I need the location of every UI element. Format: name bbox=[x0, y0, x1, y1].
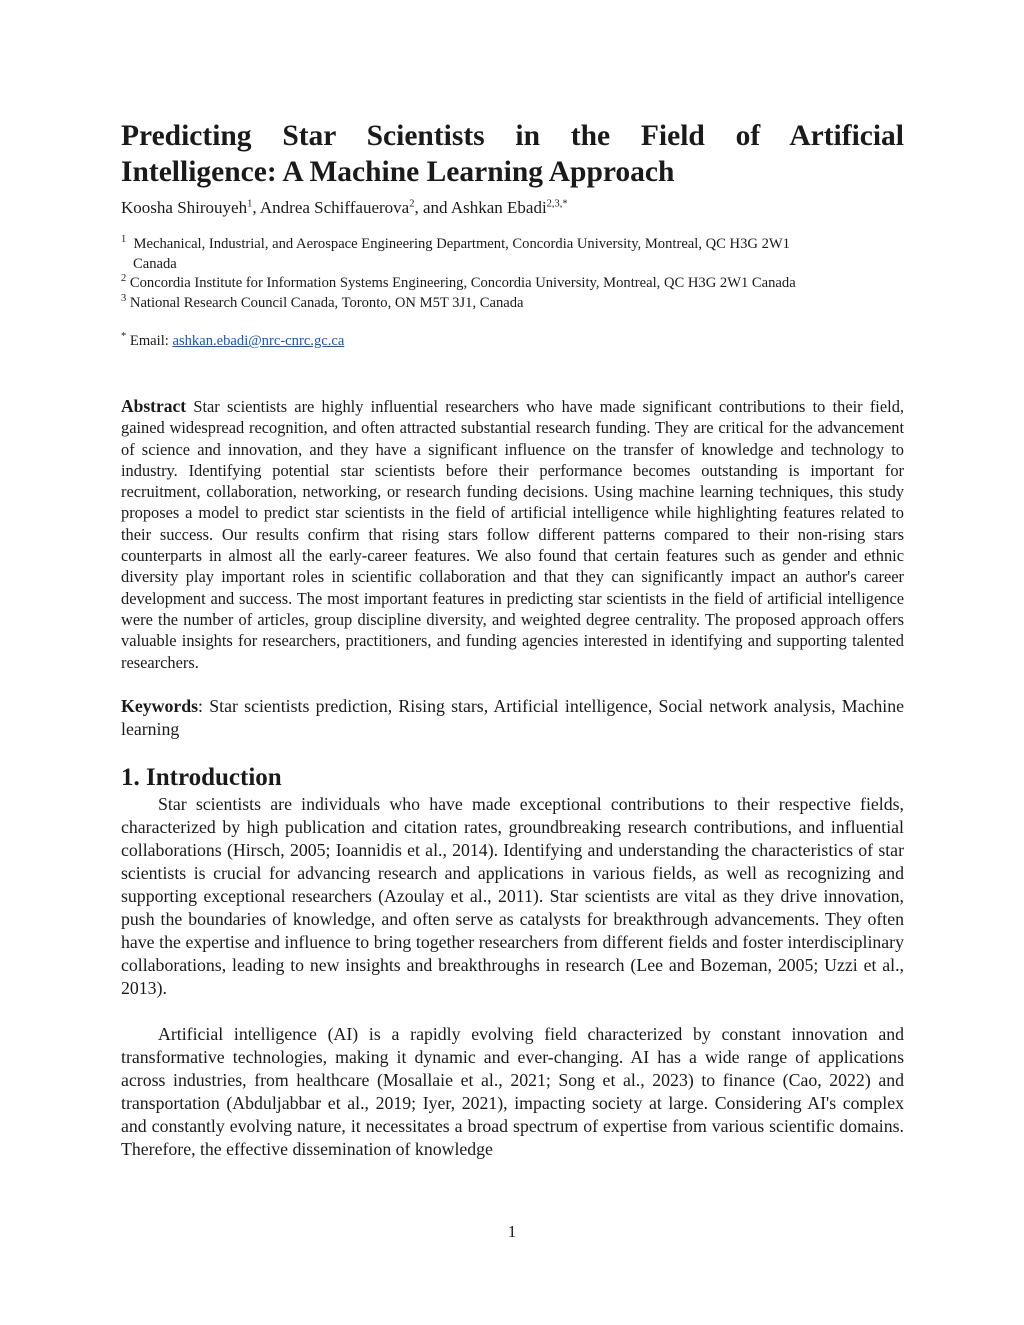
abstract-text: Star scientists are highly influential researchers who have made significant contributions to their field, gained widespread recognition, and often attracted substantial research funding. They are critical for the advancement of science and innovation, and they have a significant influence on the transfer of knowledge and technology to industry. Identifying potential star scientists before their performance becomes outstanding is important for recruitment, collaboration, networking, or research funding decisions. Using machine learning techniques, this study proposes a model to predict star scientists in the field of artificial intelligence while highlighting features related to their success. Our results confirm that rising stars follow different patterns compared to their non-rising stars counterparts in almost all the early-career features. We also found that certain features such as gender and ethnic diversity play important roles in scientific collaboration and that they can significantly impact an author's career development and success. The most important features in predicting star scientists in the field of artificial intelligence were the number of articles, group discipline diversity, and weighted degree centrality. The proposed approach offers valuable insights for researchers, practitioners, and funding agencies interested in identifying and supporting talented researchers. bbox=[121, 397, 904, 672]
paper-title bbox=[121, 118, 904, 190]
affiliation-text-continued: Canada bbox=[133, 255, 177, 272]
author-separator: , and bbox=[414, 198, 451, 217]
affiliation-item bbox=[121, 235, 904, 274]
keywords-label: Keywords bbox=[121, 695, 199, 716]
abstract-label: Abstract bbox=[121, 396, 187, 416]
keywords-text: : Star scientists prediction, Rising stars, Artificial intelligence, Social network analysis, Machine learning bbox=[121, 695, 904, 739]
body-paragraph: Artificial intelligence (AI) is a rapidly evolving field characterized by constant innovation and transformative technologies, making it dynamic and ever-changing. AI has a wide range of applications across industries, from healthcare (Mosallaie et al., 2021; Song et al., 2023) to finance (Cao, 2022) and transportation (Abduljabbar et al., 2019; Iyer, 2021), impacting society at large. Considering AI's complex and constantly evolving nature, it necessitates a broad spectrum of expertise from various scientific domains. Therefore, the effective dissemination of knowledge bbox=[121, 1023, 904, 1159]
body-paragraph: Star scientists are individuals who have made exceptional contributions to their respective fields, characterized by high publication and citation rates, groundbreaking research contributions, and influential collaborations (Hirsch, 2005; Ioannidis et al., 2014). Identifying and understanding the characteristics of star scientists is crucial for advancing research and applications in various fields, as well as recognizing and supporting exceptional researchers (Azoulay et al., 2011). Star scientists are vital as they drive innovation, push the boundaries of knowledge, and often serve as catalysts for breakthrough advancements. They often have the expertise and influence to bring together researchers from different fields and foster interdisciplinary collaborations, leading to new insights and breakthroughs in research (Lee and Bozeman, 2005; Uzzi et al., 2013). bbox=[121, 793, 904, 998]
author-name: Koosha Shirouyeh bbox=[121, 198, 248, 217]
affiliation-marker: 1 bbox=[121, 234, 127, 246]
author-affiliation-marker: 2 bbox=[409, 198, 415, 210]
author-affiliation-marker: 1 bbox=[247, 198, 253, 210]
email-label: Email: bbox=[129, 333, 173, 349]
keywords bbox=[121, 695, 904, 741]
author-affiliation-marker: 2,3,* bbox=[546, 198, 568, 210]
affiliation-item bbox=[121, 274, 904, 294]
page-number: 1 bbox=[507, 1222, 517, 1241]
affiliation-marker: 2 bbox=[121, 273, 127, 285]
author-name: Andrea Schiffauerova bbox=[259, 198, 410, 217]
affiliation-text: Concordia Institute for Information Systems Engineering, Concordia University, Montreal, QC H3G 2W1 Canada bbox=[129, 275, 796, 291]
author-list bbox=[121, 196, 904, 220]
title-line-2: Intelligence: A Machine Learning Approach bbox=[121, 156, 675, 188]
author-name: Ashkan Ebadi bbox=[450, 198, 547, 217]
affiliation-marker: 3 bbox=[121, 292, 127, 304]
paper-page bbox=[121, 118, 904, 1161]
email-link[interactable]: ashkan.ebadi@nrc-cnrc.gc.ca bbox=[172, 333, 345, 349]
affiliation-text: National Research Council Canada, Toronto, ON M5T 3J1, Canada bbox=[129, 294, 524, 311]
email-marker: * bbox=[121, 331, 127, 343]
section-heading-introduction: 1. Introduction bbox=[121, 763, 282, 791]
corresponding-email bbox=[121, 332, 904, 351]
author-separator: , bbox=[252, 198, 260, 217]
abstract bbox=[121, 396, 904, 673]
affiliation-item bbox=[121, 294, 904, 314]
affiliation-text: Mechanical, Industrial, and Aerospace Engineering Department, Concordia University, Montreal, QC H3G 2W1 bbox=[133, 236, 790, 252]
title-line-1: Predicting Star Scientists in the Field of Artificial bbox=[121, 120, 904, 152]
affiliation-list bbox=[121, 235, 904, 313]
